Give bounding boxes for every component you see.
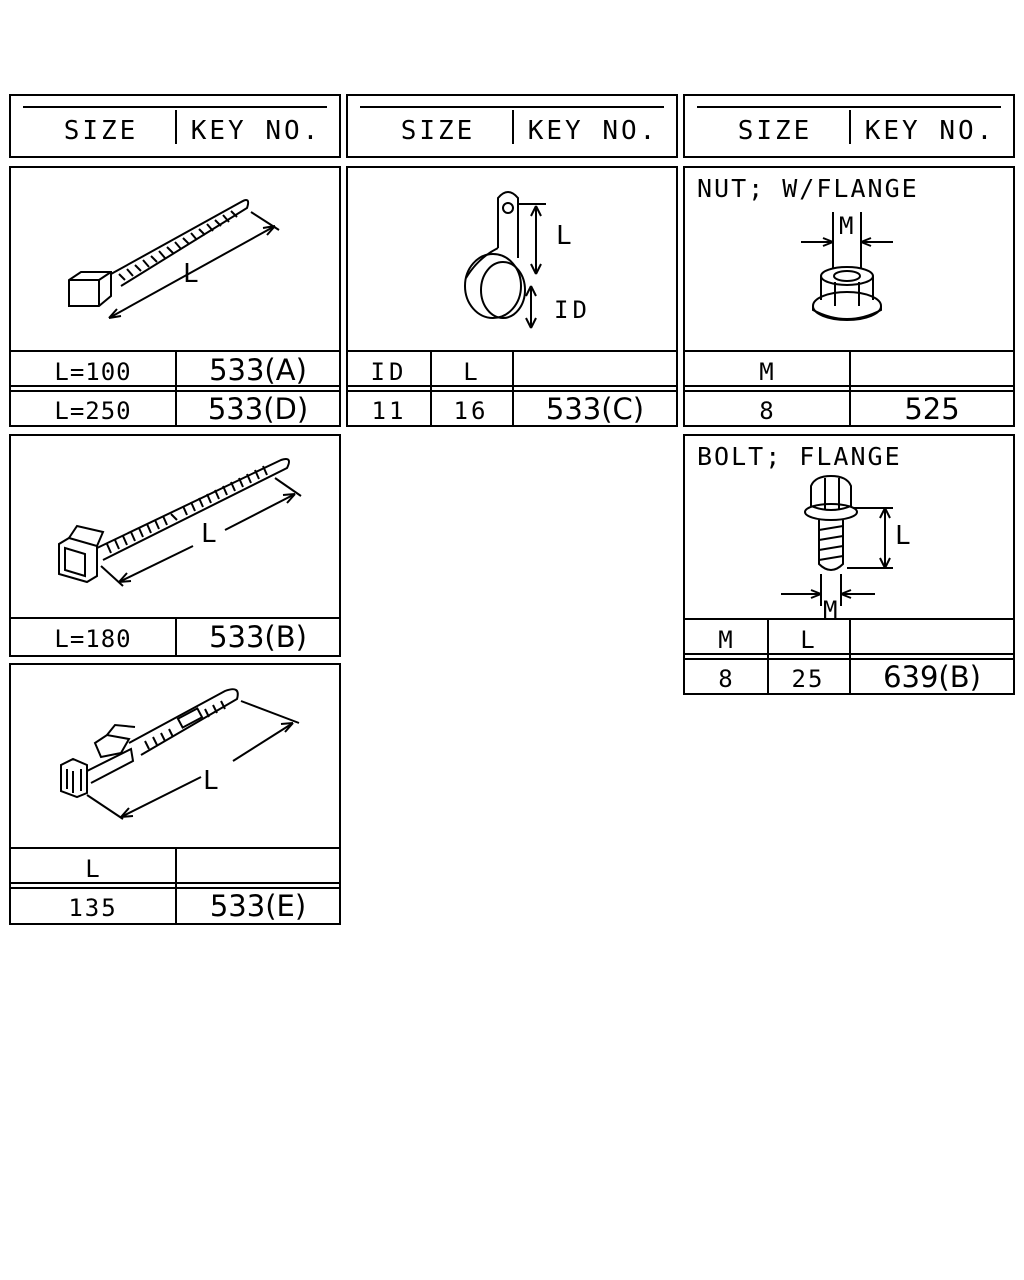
row-key-number: 525 (904, 392, 960, 426)
header-size-label: SIZE (63, 116, 139, 146)
row-size-value: L=180 (54, 625, 132, 653)
row-key-number: 533(C) (545, 392, 645, 426)
col-header-m: M (759, 358, 775, 386)
header-size-label: SIZE (737, 116, 813, 146)
row-key-number: 639(B) (883, 660, 981, 694)
row-m-value: 8 (718, 665, 734, 693)
header-box-3 (683, 94, 1015, 158)
header-size-label: SIZE (400, 116, 476, 146)
col-header-l: L (800, 626, 816, 654)
nut-dim-label: M (839, 212, 854, 240)
bolt-dim-m-label: M (823, 596, 838, 624)
bolt-dim-l-label: L (895, 521, 911, 551)
col-header-l: L (85, 855, 101, 883)
cable-tie-a-drawing (11, 168, 339, 352)
row-l-value: 25 (791, 665, 825, 693)
bolt-title: BOLT; FLANGE (697, 442, 902, 471)
row-size-value: L=100 (54, 358, 132, 386)
header-key-label: KEY NO. (527, 116, 659, 146)
row-m-value: 8 (759, 397, 775, 425)
nut-title: NUT; W/FLANGE (697, 174, 919, 203)
bolt-drawing (685, 436, 1013, 624)
row-size-value: L=250 (54, 397, 132, 425)
clamp-c-dim-id-label: ID (554, 296, 591, 324)
row-key-number: 533(A) (209, 353, 307, 387)
header-key-label: KEY NO. (864, 116, 996, 146)
col-header-l: L (463, 358, 479, 386)
header-box-1 (9, 94, 341, 158)
row-id-value: 11 (371, 397, 407, 425)
cable-tie-b-dim-label: L (201, 519, 217, 549)
part-box-nut (683, 166, 1015, 427)
row-l-value: 16 (453, 397, 489, 425)
cable-tie-a-dim-label: L (183, 259, 199, 289)
col-header-m: M (718, 626, 734, 654)
clamp-c-drawing (348, 168, 676, 352)
part-box-cable-tie-b (9, 434, 341, 657)
nut-drawing (685, 168, 1013, 352)
row-l-value: 135 (68, 894, 118, 922)
cable-tie-e-drawing (11, 665, 339, 849)
cable-tie-b-drawing (11, 436, 339, 618)
part-box-cable-tie-e (9, 663, 341, 925)
clamp-c-dim-l-label: L (556, 221, 572, 251)
row-key-number: 533(B) (209, 620, 307, 654)
header-key-label: KEY NO. (190, 116, 322, 146)
header-box-2 (346, 94, 678, 158)
part-box-bolt (683, 434, 1015, 695)
row-key-number: 533(D) (207, 392, 309, 426)
row-key-number: 533(E) (209, 889, 307, 923)
col-header-id: ID (370, 358, 408, 386)
cable-tie-e-dim-label: L (203, 766, 219, 796)
part-box-clamp-c (346, 166, 678, 427)
part-box-cable-tie-a (9, 166, 341, 427)
